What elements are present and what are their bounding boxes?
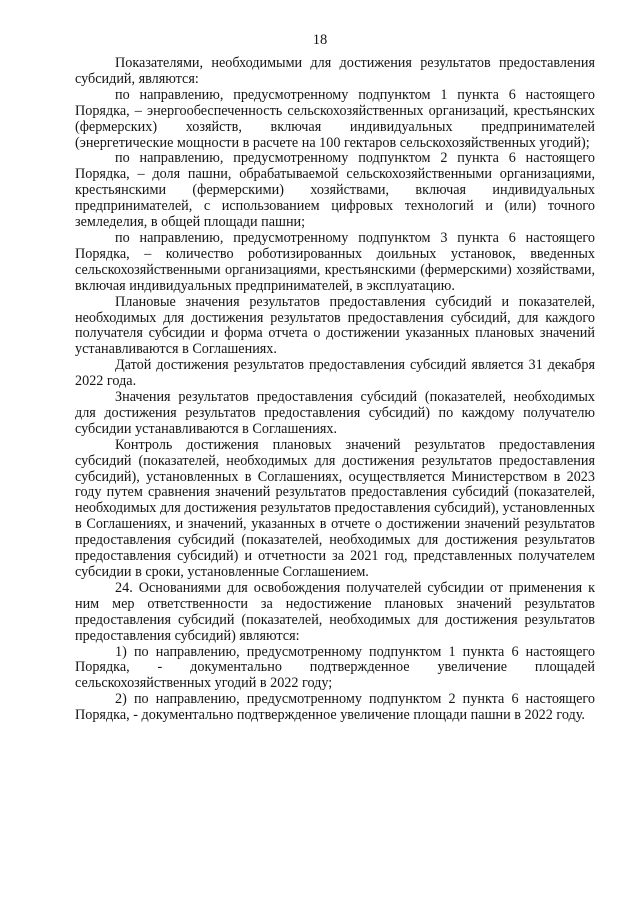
paragraph-direction-2: по направлению, предусмотренному подпунктом 2 пункта 6 настоящего Порядка, – доля пашни, обрабатываемой сельскохозяйственными организациями, крестьянскими (фермерскими) хозяйствами, включая индивидуальных предпринимателей, с использованием цифровых технологий и (или) точного земледелия, в общей площади пашни; — [75, 150, 595, 231]
paragraph-indicators-intro: Показателями, необходимыми для достижения результатов предоставления субсидий, являются: — [75, 55, 595, 87]
document-body — [75, 56, 595, 724]
paragraph-values-per-recipient: Значения результатов предоставления субсидий (показателей, необходимых для достижения результатов предоставления субсидий) по каждому получателю субсидии устанавливаются в Соглашениях. — [75, 389, 595, 437]
paragraph-direction-1: по направлению, предусмотренному подпунктом 1 пункта 6 настоящего Порядка, – энергообеспеченность сельскохозяйственных организаций, крестьянских (фермерских) хозяйств, включая индивидуальных предпринимателей (энергетические мощности в расчете на 100 гектаров сельскохозяйственных угодий); — [75, 86, 595, 151]
paragraph-control: Контроль достижения плановых значений результатов предоставления субсидий (показателей, необходимых для достижения результатов предоставления субсидий), установленных в Соглашениях, осуществляется Министерством в 2023 году путем сравнения значений результатов предоставления субсидий (показателей, необходимых для достижения результатов предоставления субсидий), установленных в Соглашениях, и значений, указанных в отчете о достижении значений результатов предоставления субсидий (показателей, необходимых для достижения результатов предоставления субсидий) и отчетности за 2021 год, представленных получателем субсидии в сроки, установленные Соглашением. — [75, 436, 595, 580]
paragraph-item-2: 2) по направлению, предусмотренному подпунктом 2 пункта 6 настоящего Порядка, - документально подтвержденное увеличение площади пашни в 2022 году. — [75, 691, 595, 724]
paragraph-direction-3: по направлению, предусмотренному подпунктом 3 пункта 6 настоящего Порядка, – количество роботизированных доильных установок, введенных сельскохозяйственными организациями, крестьянскими (фермерскими) хозяйствами, включая индивидуальных предпринимателей, в эксплуатацию. — [75, 229, 595, 294]
paragraph-section-24: 24. Основаниями для освобождения получателей субсидии от применения к ним мер ответственности за недостижение плановых значений результатов предоставления субсидий (показателей, необходимых для достижения результатов предоставления субсидий) являются: — [75, 579, 595, 644]
paragraph-item-1: 1) по направлению, предусмотренному подпунктом 1 пункта 6 настоящего Порядка, - документально подтвержденное увеличение площадей сельскохозяйственных угодий в 2022 году; — [75, 643, 595, 692]
paragraph-planned-values: Плановые значения результатов предоставления субсидий и показателей, необходимых для достижения результатов предоставления субсидий, для каждого получателя субсидии и форма отчета о достижении указанных плановых значений устанавливаются в Соглашениях. — [75, 293, 595, 358]
paragraph-achievement-date: Датой достижения результатов предоставления субсидий является 31 декабря 2022 года. — [75, 357, 595, 390]
page-number: 18 — [312, 32, 328, 48]
